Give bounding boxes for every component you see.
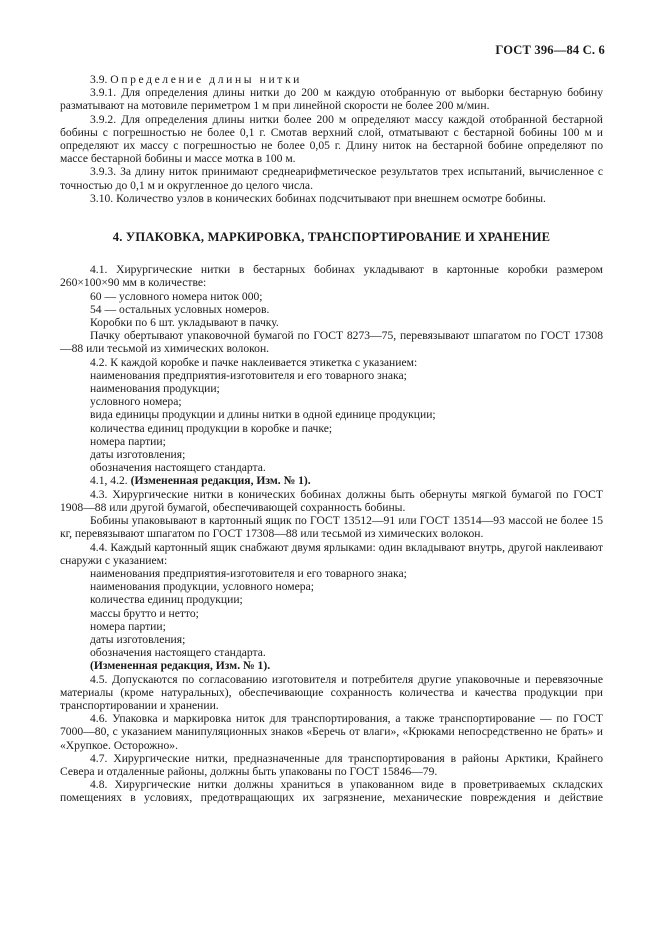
paragraph-3-9-3: 3.9.3. За длину ниток принимают среднеарифметическое результатов трех испытаний, вычисленное с точностью до 0,1 м и округленное до целого числа.: [60, 165, 603, 192]
paragraph-4-5: 4.5. Допускаются по согласованию изготовителя и потребителя другие упаковочные и перевязочные материалы (кроме натуральных), обеспечивающие сохранность количества и качества продукции при транспортировании и хранении.: [60, 672, 603, 712]
list-item: номера партии;: [90, 434, 166, 448]
list-item: обозначения настоящего стандарта.: [90, 646, 266, 660]
list-item: даты изготовления;: [90, 632, 186, 646]
heading-title: Определение длины нитки: [110, 73, 302, 86]
list-item: номера партии;: [90, 619, 166, 633]
document-body: [60, 73, 603, 805]
page-header: ГОСТ 396—84 С. 6: [495, 43, 605, 57]
list-item: количества единиц продукции;: [90, 593, 243, 607]
heading-3-9: [60, 73, 603, 86]
list-item: 54 — остальных условных номеров.: [90, 302, 270, 316]
list-item: наименования продукции, условного номера;: [90, 580, 314, 594]
paragraph-3-9-2: 3.9.2. Для определения длины нитки более 200 м определяют массу каждой отобранной бестарной бобины с погрешностью не более 0,1 г. Смотав верхний слой, отматывают с бестарной бобины 100 м и определяют их массу с погрешностью не более 0,05 г. Длину ниток на бестарной бобине определяют по массе бестарной бобины и массе мотка в 100 м.: [60, 112, 603, 166]
paragraph-4-1-pack: Коробки по 6 шт. укладывают в пачку.: [90, 316, 279, 330]
paragraph-4-8: 4.8. Хирургические нитки должны храниться в упакованном виде в проветриваемых складских помещениях в условиях, предотвращающих их загрязнение, механические повреждения и действие: [60, 778, 603, 805]
list-item: наименования продукции;: [90, 382, 220, 396]
paragraph-4-1-wrap: Пачку обертывают упаковочной бумагой по ГОСТ 8273—75, перевязывают шпагатом по ГОСТ 17308—88 или тесьмой из химических волокон.: [60, 329, 603, 356]
list-item: наименования предприятия-изготовителя и его товарного знака;: [90, 566, 407, 580]
list-item: условного номера;: [90, 395, 182, 409]
section-4-title: 4. УПАКОВКА, МАРКИРОВКА, ТРАНСПОРТИРОВАНИЕ И ХРАНЕНИЕ: [112, 230, 551, 245]
list-item: обозначения настоящего стандарта.: [90, 461, 266, 475]
paragraph-4-6: 4.6. Упаковка и маркировка ниток для транспортирования, а также транспортирование — по ГОСТ 7000—80, с указанием манипуляционных знаков «Беречь от влаги», «Крюками непосредственно не брать» и «Хрупкое. Осторожно».: [60, 712, 603, 752]
amendment-text: (Измененная редакция, Изм. № 1).: [130, 474, 311, 488]
list-item: даты изготовления;: [90, 448, 186, 462]
list-item: вида единицы продукции и длины нитки в одной единице продукции;: [90, 408, 436, 422]
paragraph-3-10: 3.10. Количество узлов в конических бобинах подсчитывают при внешнем осмотре бобины.: [90, 191, 546, 205]
paragraph-4-7: 4.7. Хирургические нитки, предназначенные для транспортирования в районы Арктики, Крайнего Севера и отдаленные районы, должны быть упакованы по ГОСТ 15846—79.: [60, 751, 603, 778]
paragraph-4-4: 4.4. Каждый картонный ящик снабжают двумя ярлыками: один вкладывают внутрь, другой наклеивают снаружи с указанием:: [60, 540, 603, 567]
amendment-note: (Измененная редакция, Изм. № 1).: [90, 659, 271, 673]
paragraph-3-9-1: 3.9.1. Для определения длины нитки до 200 м каждую отобранную от выборки бестарную бобину разматывают на мотовиле периметром 1 м при линейной скорости не более 200 м/мин.: [60, 86, 603, 113]
list-item: 60 — условного номера ниток 000;: [90, 289, 263, 303]
amendment-prefix: 4.1, 4.2.: [90, 474, 128, 488]
list-item: массы брутто и нетто;: [90, 606, 199, 620]
list-item: количества единиц продукции в коробке и пачке;: [90, 421, 333, 435]
paragraph-4-1: 4.1. Хирургические нитки в бестарных бобинах укладывают в картонные коробки размером 260×100×90 мм в количестве:: [60, 263, 603, 290]
paragraph-4-3-box: Бобины упаковывают в картонный ящик по ГОСТ 13512—91 или ГОСТ 13514—93 массой не более 15 кг, перевязывают шпагатом по ГОСТ 17308—88 или тесьмой из химических волокон.: [60, 514, 603, 541]
amendment-note: [60, 474, 603, 487]
heading-number: 3.9.: [90, 73, 108, 86]
list-item: наименования предприятия-изготовителя и его товарного знака;: [90, 368, 407, 382]
paragraph-4-3: 4.3. Хирургические нитки в конических бобинах должны быть обернуты мягкой бумагой по ГОСТ 1908—88 или другой бумагой, обеспечивающей сохранность бобины.: [60, 487, 603, 514]
paragraph-4-2: 4.2. К каждой коробке и пачке наклеивается этикетка с указанием:: [90, 355, 418, 369]
